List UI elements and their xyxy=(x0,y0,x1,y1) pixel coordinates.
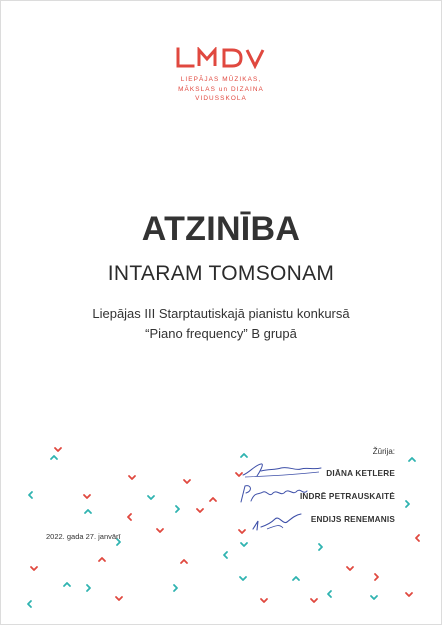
signature-petrauskaite xyxy=(237,483,309,505)
chevron-icon xyxy=(99,558,105,561)
lmdv-logo-mark xyxy=(175,47,267,69)
recipient-name: INTARAM TOMSONAM xyxy=(107,262,335,285)
jury-member: DIĀNA KETLERE xyxy=(326,469,395,478)
chevron-icon xyxy=(375,574,378,580)
certificate-title: ATZINĪBA xyxy=(141,210,301,248)
chevron-icon xyxy=(55,448,61,451)
issue-date: 2022. gada 27. janvārī xyxy=(46,532,121,541)
chevron-icon xyxy=(174,585,177,591)
signature-ketlere xyxy=(239,459,325,481)
chevron-icon xyxy=(129,476,135,479)
chevron-icon xyxy=(197,509,203,512)
chevron-icon xyxy=(347,567,353,570)
chevron-icon xyxy=(157,529,163,532)
chevron-icon xyxy=(184,480,190,483)
chevron-icon xyxy=(116,597,122,600)
school-name xyxy=(1,75,441,104)
jury-label: Žūrija: xyxy=(372,447,395,456)
competition-line: Liepājas III Starptautiskajā pianistu konkursā xyxy=(92,306,350,321)
chevron-icon xyxy=(293,577,299,580)
chevron-icon xyxy=(85,510,91,513)
chevron-icon xyxy=(29,492,32,498)
chevron-icon xyxy=(240,577,246,580)
jury-member: INDRĒ PETRAUSKAITĖ xyxy=(299,492,395,501)
signature-renemanis xyxy=(249,509,309,533)
chevron-icon xyxy=(210,498,216,501)
chevron-icon xyxy=(176,506,179,512)
chevron-icon xyxy=(371,596,377,599)
chevron-icon xyxy=(224,552,227,558)
school-name-line1: LIEPĀJAS MŪZIKAS, xyxy=(180,76,262,83)
chevron-icon xyxy=(87,585,90,591)
chevron-icon xyxy=(84,495,90,498)
chevron-icon xyxy=(31,567,37,570)
chevron-icon xyxy=(241,543,247,546)
competition-group-line: “Piano frequency” B grupā xyxy=(145,326,297,341)
chevron-icon xyxy=(181,560,187,563)
chevron-icon xyxy=(51,456,57,459)
chevron-icon xyxy=(128,514,131,520)
chevron-icon xyxy=(28,601,31,607)
school-name-line2: MĀKSLAS un DIZAINA xyxy=(178,85,264,93)
chevron-icon xyxy=(148,496,154,499)
jury-member: ENDIJS RENEMANIS xyxy=(310,515,395,524)
chevron-icon xyxy=(311,599,317,602)
chevron-icon xyxy=(239,530,245,533)
chevron-icon xyxy=(319,544,322,550)
chevron-icon xyxy=(409,458,415,461)
chevron-icon xyxy=(64,583,70,586)
chevron-icon xyxy=(406,501,409,507)
chevron-icon xyxy=(416,535,419,541)
chevron-icon xyxy=(241,454,247,457)
chevron-icon xyxy=(406,593,412,596)
chevron-icon xyxy=(328,591,331,597)
chevron-icon xyxy=(261,599,267,602)
school-name-line3: VIDUSSKOLA xyxy=(195,95,247,102)
school-logo xyxy=(1,47,441,104)
